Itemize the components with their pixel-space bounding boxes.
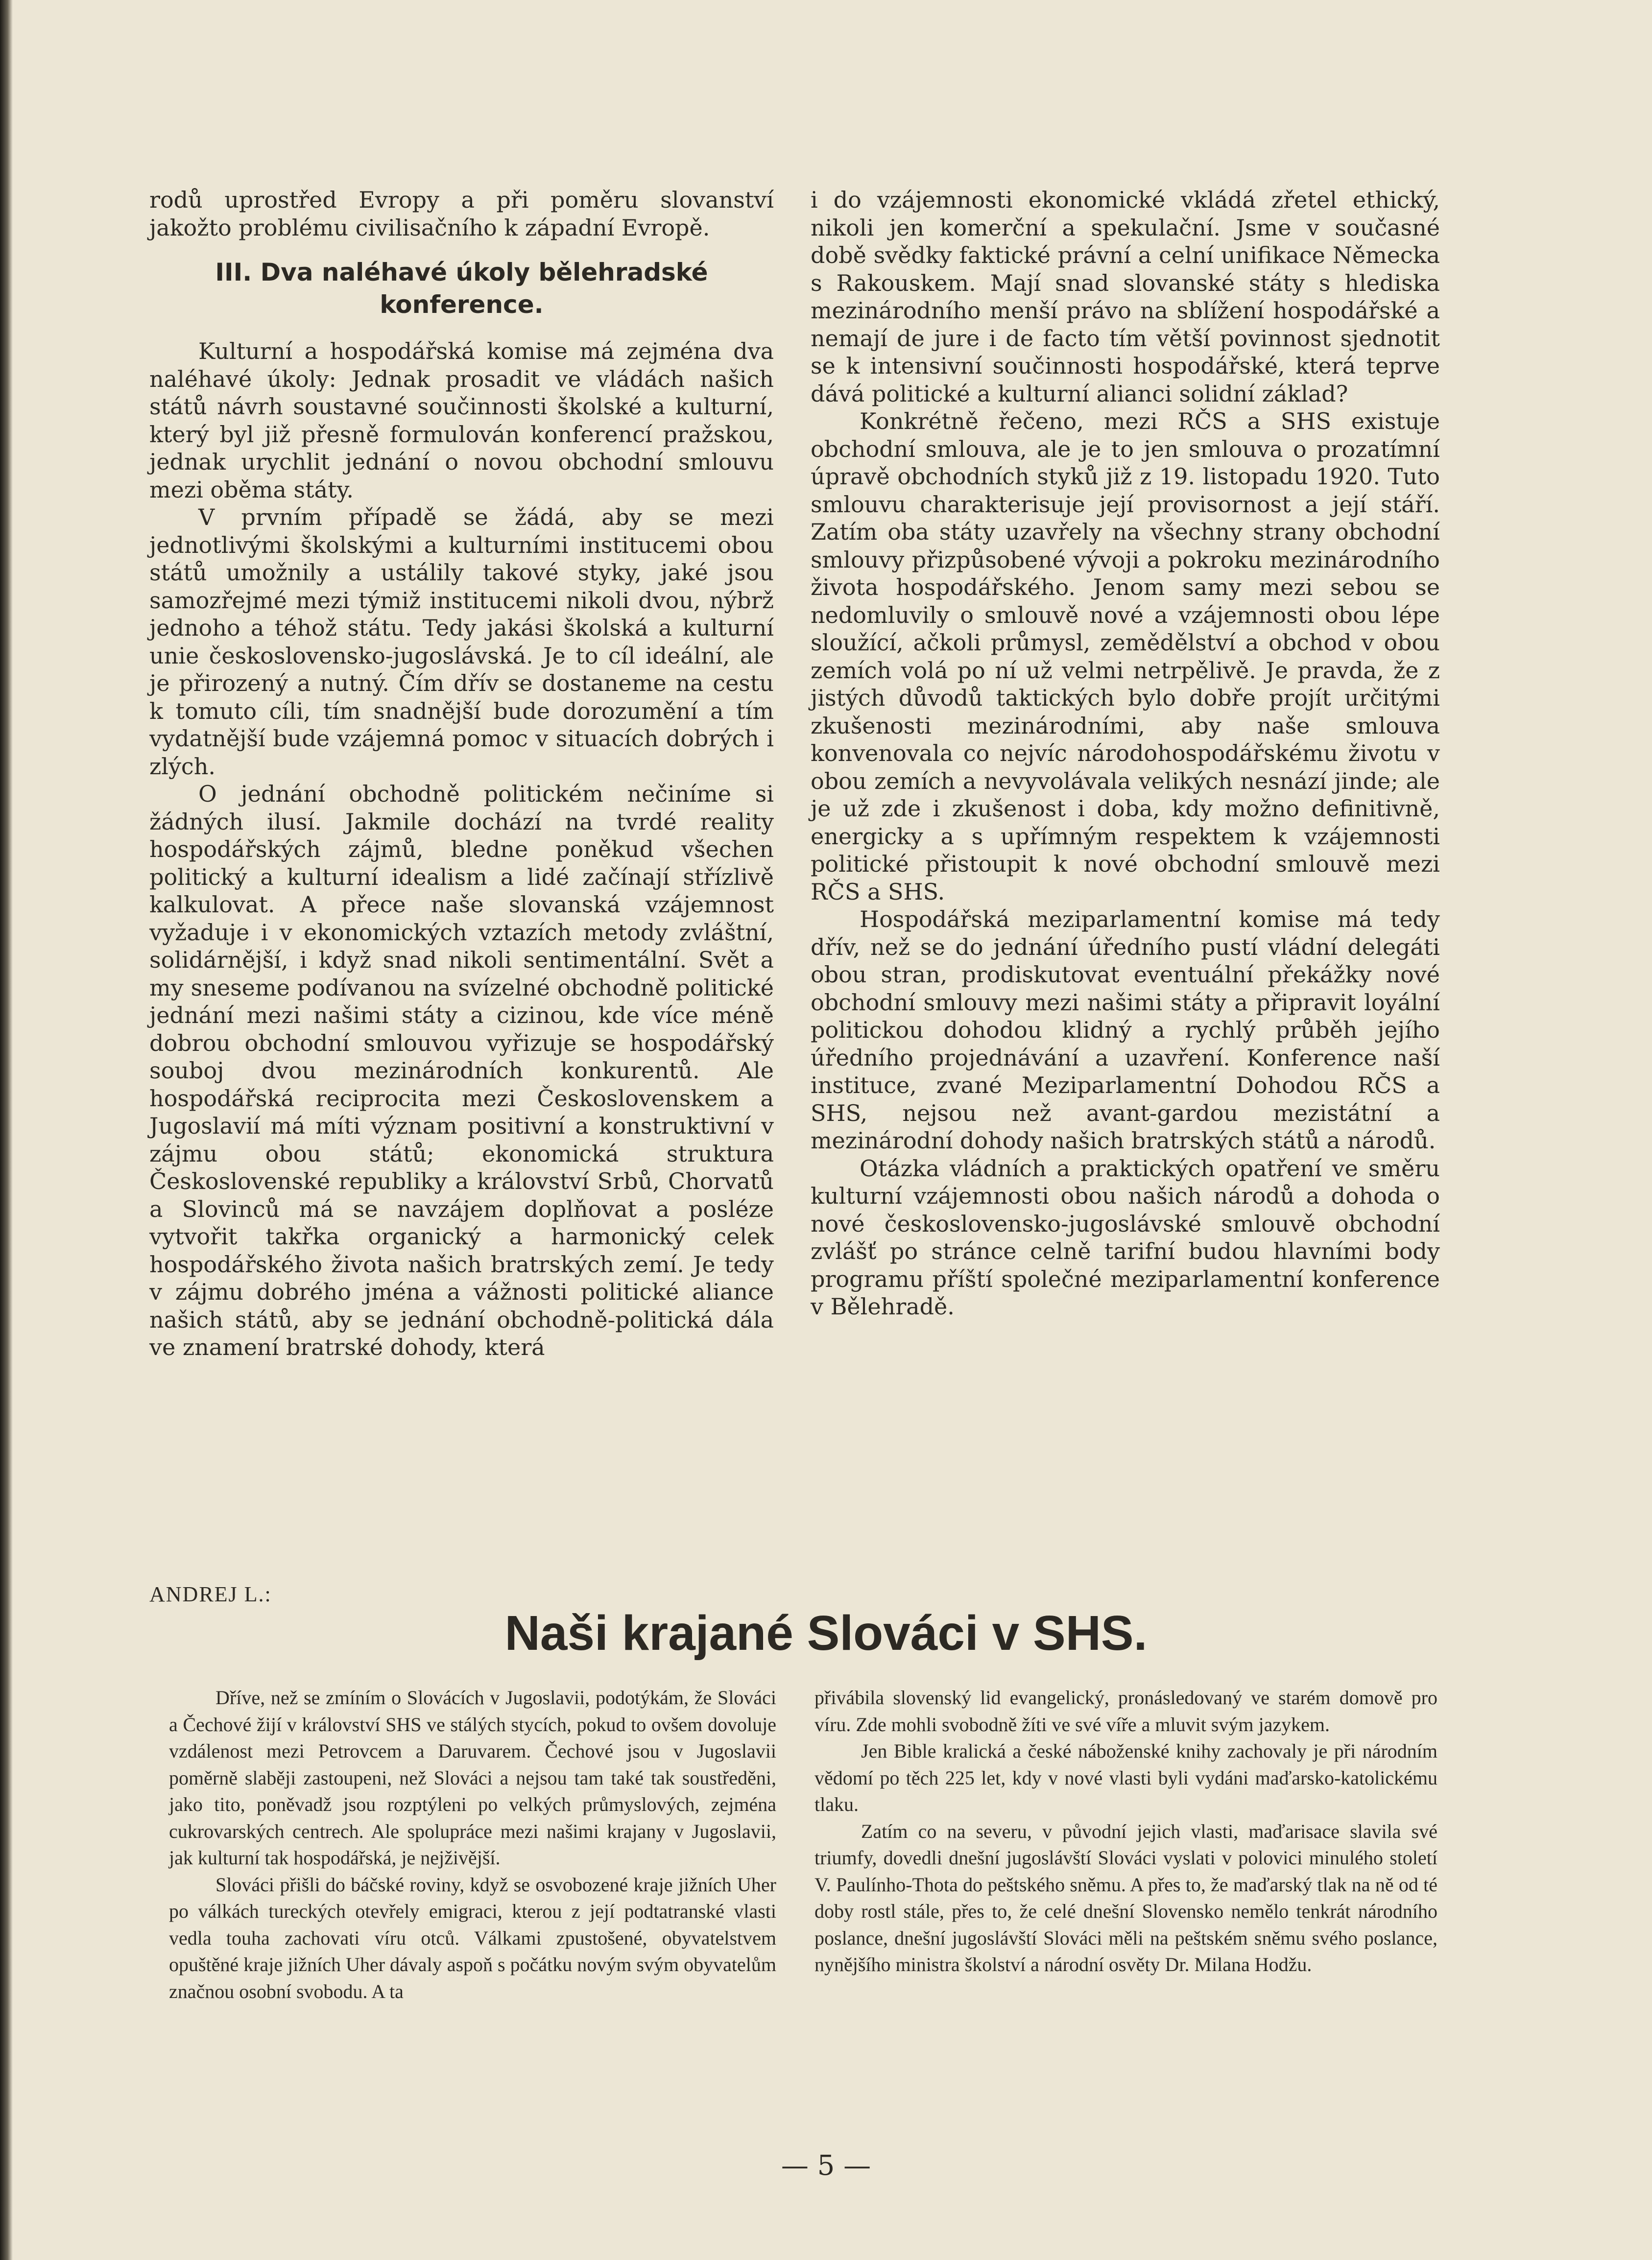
book-spine-shadow (0, 0, 13, 2260)
paragraph: rodů uprostřed Evropy a při poměru slovanství jakožto problému civilisačního k západní Evropě. (149, 187, 774, 241)
article-title: Naši krajané Slováci v SHS. (504, 1606, 1148, 1661)
article1-column-right (811, 186, 1440, 1321)
paragraph: Zatím co na severu, v původní jejich vlasti, maďarisace slavila své triumfy, dovedli dnešní jugoslávští Slováci vyslati v polovici minulého století V. Paulínho-Thota do peštského sněmu. A přes to, že maďarský tlak na ně od té doby rostl stále, přes to, že celé dnešní Slovensko nemělo tenkrát národního poslance, dnešní jugoslávští Slováci měli na peštském sněmu svého poslance, nynějšího ministra školství a národní osvěty Dr. Milana Hodžu. (814, 1820, 1437, 1975)
article2-column-right (814, 1685, 1437, 1978)
article-author: ANDREJ L.: (149, 1582, 272, 1606)
paragraph: Dříve, než se zmíním o Slovácích v Jugoslavii, podotýkám, že Slováci a Čechové žijí v království SHS ve stálých stycích, pokud to ovšem dovoluje vzdálenost mezi Petrovcem a Daruvarem. Čechové jsou v Jugoslavii poměrně slaběji zastoupeni, než Slováci a nejsou tam také tak soustředěni, jako tito, poněvadž jsou rozptýleni po velkých průmyslových, zejména cukrovarských centrech. Ale spolupráce mezi našimi krajany v Jugoslavii, jak kulturní tak hospodářská, je nejživější. (169, 1687, 776, 1869)
paragraph: Kulturní a hospodářská komise má zejména dva naléhavé úkoly: Jednak prosadit ve vládách našich států návrh soustavné součinnosti školské a kulturní, který byl již přesně formulován konferencí pražskou, jednak urychlit jednání o novou obchodní smlouvu mezi oběma státy. (149, 338, 774, 503)
paragraph: V prvním případě se žádá, aby se mezi jednotlivými školskými a kulturními institucemi obou států umožnily a ustálily takové styky, jaké jsou samozřejmé mezi týmiž institucemi nikoli dvou, nýbrž jednoho a téhož státu. Tedy jakási školská a kulturní unie československo-jugoslávská. Je to cíl ideální, ale je přirozený a nutný. Čím dřív se dostaneme na cestu k tomuto cíli, tím snadnější bude dorozumění a tím vydatnější bude vzájemná pomoc v situacích dobrých i zlých. (149, 504, 774, 780)
paragraph: Hospodářská meziparlamentní komise má tedy dřív, než se do jednání úředního pustí vládní delegáti obou stran, prodiskutovat eventuální překážky nové obchodní smlouvy mezi našimi státy a připravit loyální politickou dohodou klidný a rychlý průběh jejího úředního projednávání a uzavření. Konference naší instituce, zvané Meziparlamentní Dohodou RČS a SHS, nejsou než avant-gardou mezistátní a mezinárodní dohody našich bratrských států a národů. (811, 906, 1440, 1154)
article2-column-left (169, 1685, 776, 2005)
paragraph: O jednání obchodně politickém nečiníme si žádných ilusí. Jakmile dochází na tvrdé reality hospodářských zájmů, bledne poněkud všechen politický a kulturní idealism a lidé začínají střízlivě kalkulovat. A přece naše slovanská vzájemnost vyžaduje i v ekonomických vztazích metody zvláštní, solidárnější, i když snad nikoli sentimentální. Svět a my sneseme podívanou na svízelné obchodně politické jednání mezi našimi státy a cizinou, kde více méně dobrou obchodní smlouvou vyřizuje se hospodářský souboj dvou mezinárodních konkurentů. Ale hospodářská reciprocita mezi Československem a Jugoslavií má míti význam positivní a konstruktivní v zájmu obou států; ekonomická struktura Československé republiky a království Srbů, Chorvatů a Slovinců má se navzájem doplňovat a posléze vytvořit takřka organický a harmonický celek hospodářského života našich bratrských zemí. Je tedy v zájmu dobrého jména a vážnosti politické aliance našich států, aby se jednání obchodně-politická dála ve znamení bratrské dohody, která (149, 781, 774, 1360)
paragraph: Konkrétně řečeno, mezi RČS a SHS existuje obchodní smlouva, ale je to jen smlouva o prozatímní úpravě obchodních styků již z 19. listopadu 1920. Tuto smlouvu charakterisuje její provisornost a její stáří. Zatím oba státy uzavřely na všechny strany obchodní smlouvy přizpůsobené vývoji a pokroku mezinárodního života hospodářského. Jenom samy mezi sebou se nedomluvily o smlouvě nové a vzájemnosti obou lépe sloužící, ačkoli průmysl, zemědělství a obchod v obou zemích volá po ní už velmi netrpělivě. Je pravda, že z jistých důvodů taktických bylo dobře projít určitými zkušenosti mezinárodními, aby naše smlouva konvenovala co nejvíc národohospodářskému životu v obou zemích a nevyvolávala velikých nesnází jinde; ale je už zde i zkušenost i doba, kdy možno definitivně, energicky a s upřímným respektem k vzájemnosti politické přistoupit k nové obchodní smlouvě mezi RČS a SHS. (811, 408, 1440, 905)
paragraph: Slováci přišli do báčské roviny, když se osvobozené kraje jižních Uher po válkách tureckých otevřely emigraci, kterou z její podtatranské vlasti vedla touha zachovati víru otců. Válkami zpustošené, obyvatelstvem opuštěné kraje jižních Uher dávaly aspoň s počátku novým svým obyvatelům značnou osobní svobodu. A ta (169, 1873, 776, 2002)
paragraph: Jen Bible kralická a české náboženské knihy zachovaly je při národním vědomí po těch 225 let, kdy v nové vlasti byli vydáni maďarsko-katolickému tlaku. (814, 1740, 1437, 1815)
article1-column-left (149, 186, 774, 1361)
section-heading: III. Dva naléhavé úkoly bělehradské konference. (215, 258, 708, 319)
paragraph: přivábila slovenský lid evangelický, pronásledovaný ve starém domově pro víru. Zde mohli svobodně žíti ve své víře a mluvit svým jazykem. (814, 1687, 1437, 1736)
page-number: — 5 — (781, 2150, 871, 2182)
paragraph: i do vzájemnosti ekonomické vkládá zřetel ethický, nikoli jen komerční a spekulační. Jsme v současné době svědky faktické právní a celní unifikace Německa s Rakouskem. Mají snad slovanské státy s hlediska mezinárodního menší právo na sblížení hospodářské a nemají de jure i de facto tím větší povinnost sjednotit se k intensivní součinnosti hospodářské, která teprve dává politické a kulturní alianci solidní základ? (811, 187, 1440, 407)
paragraph: Otázka vládních a praktických opatření ve směru kulturní vzájemnosti obou našich národů a dohoda o nové československo-jugoslávské smlouvě obchodní zvlášť po stránce celně tarifní budou hlavními body programu příští společné meziparlamentní konference v Bělehradě. (811, 1155, 1440, 1320)
